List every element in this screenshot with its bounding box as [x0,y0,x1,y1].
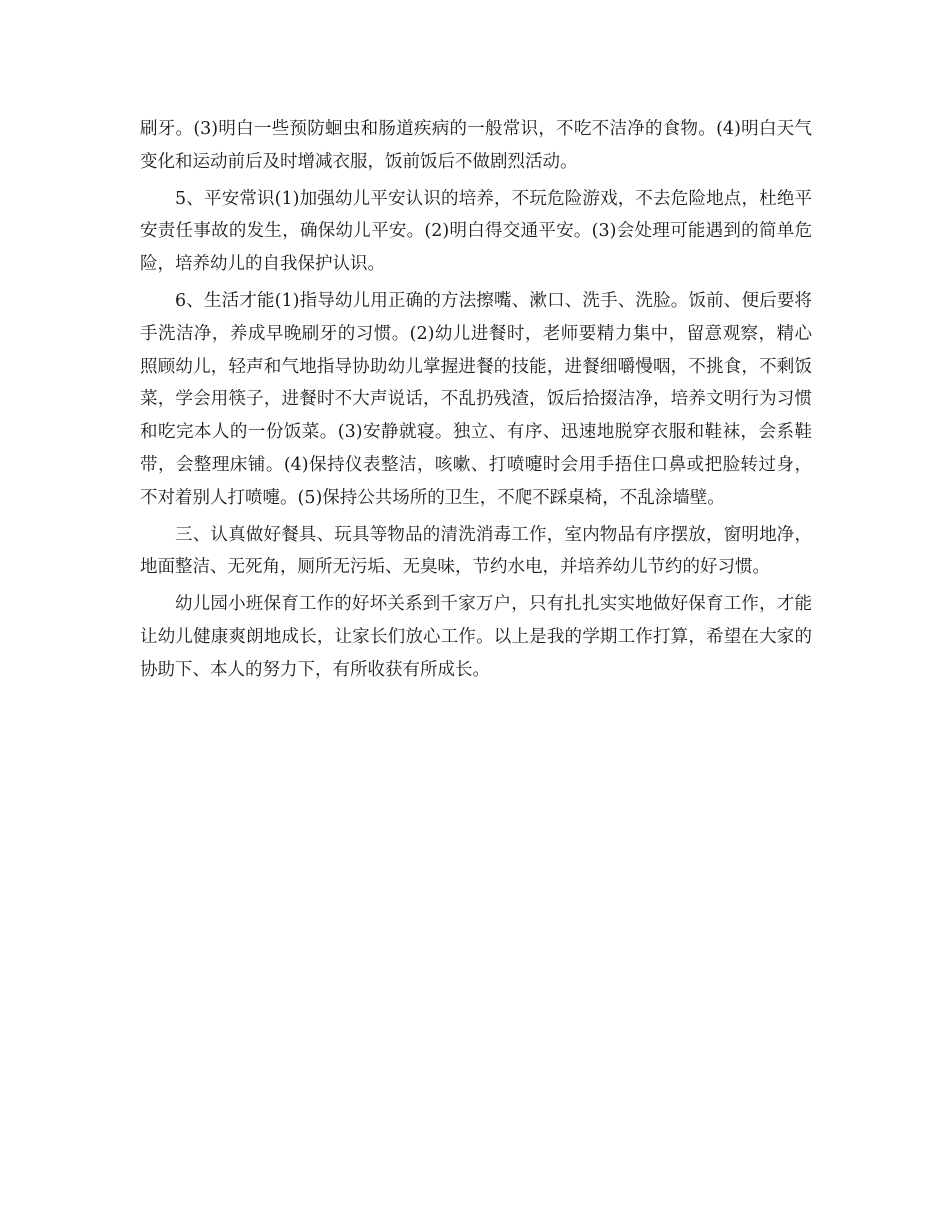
paragraph-continuation: 刷牙。(3)明白一些预防蛔虫和肠道疾病的一般常识，不吃不洁净的食物。(4)明白天气变化和运动前后及时增减衣服，饭前饭后不做剧烈活动。 [140,119,812,172]
paragraph-life-skills: 6、生活才能(1)指导幼儿用正确的方法擦嘴、漱口、洗手、洗脸。饭前、便后要将手洗洁净，养成早晚刷牙的习惯。(2)幼儿进餐时，老师要精力集中，留意观察，精心照顾幼儿，轻声和气地指导协助幼儿掌握进餐的技能，进餐细嚼慢咽，不挑食，不剩饭菜，学会用筷子，进餐时不大声说话，不乱扔残渣，饭后拾掇洁净，培养文明行为习惯和吃完本人的一份饭菜。(3)安静就寝。独立、有序、迅速地脱穿衣服和鞋袜，会系鞋带，会整理床铺。(4)保持仪表整洁，咳嗽、打喷嚏时会用手捂住口鼻或把脸转过身，不对着别人打喷嚏。(5)保持公共场所的卫生，不爬不踩桌椅，不乱涂墙壁。 [140,290,812,508]
document-body [140,113,812,691]
paragraph-cleaning-disinfection: 三、认真做好餐具、玩具等物品的清洗消毒工作，室内物品有序摆放，窗明地净，地面整洁、无死角，厕所无污垢、无臭味，节约水电，并培养幼儿节约的好习惯。 [140,524,812,578]
paragraph-conclusion: 幼儿园小班保育工作的好坏关系到千家万户，只有扎扎实实地做好保育工作，才能让幼儿健康爽朗地成长，让家长们放心工作。以上是我的学期工作打算，希望在大家的协助下、本人的努力下，有所收获有所成长。 [140,594,812,680]
paragraph-safety-knowledge: 5、平安常识(1)加强幼儿平安认识的培养，不玩危险游戏，不去危险地点，杜绝平安责任事故的发生，确保幼儿平安。(2)明白得交通平安。(3)会处理可能遇到的简单危险，培养幼儿的自我保护认识。 [140,188,812,275]
